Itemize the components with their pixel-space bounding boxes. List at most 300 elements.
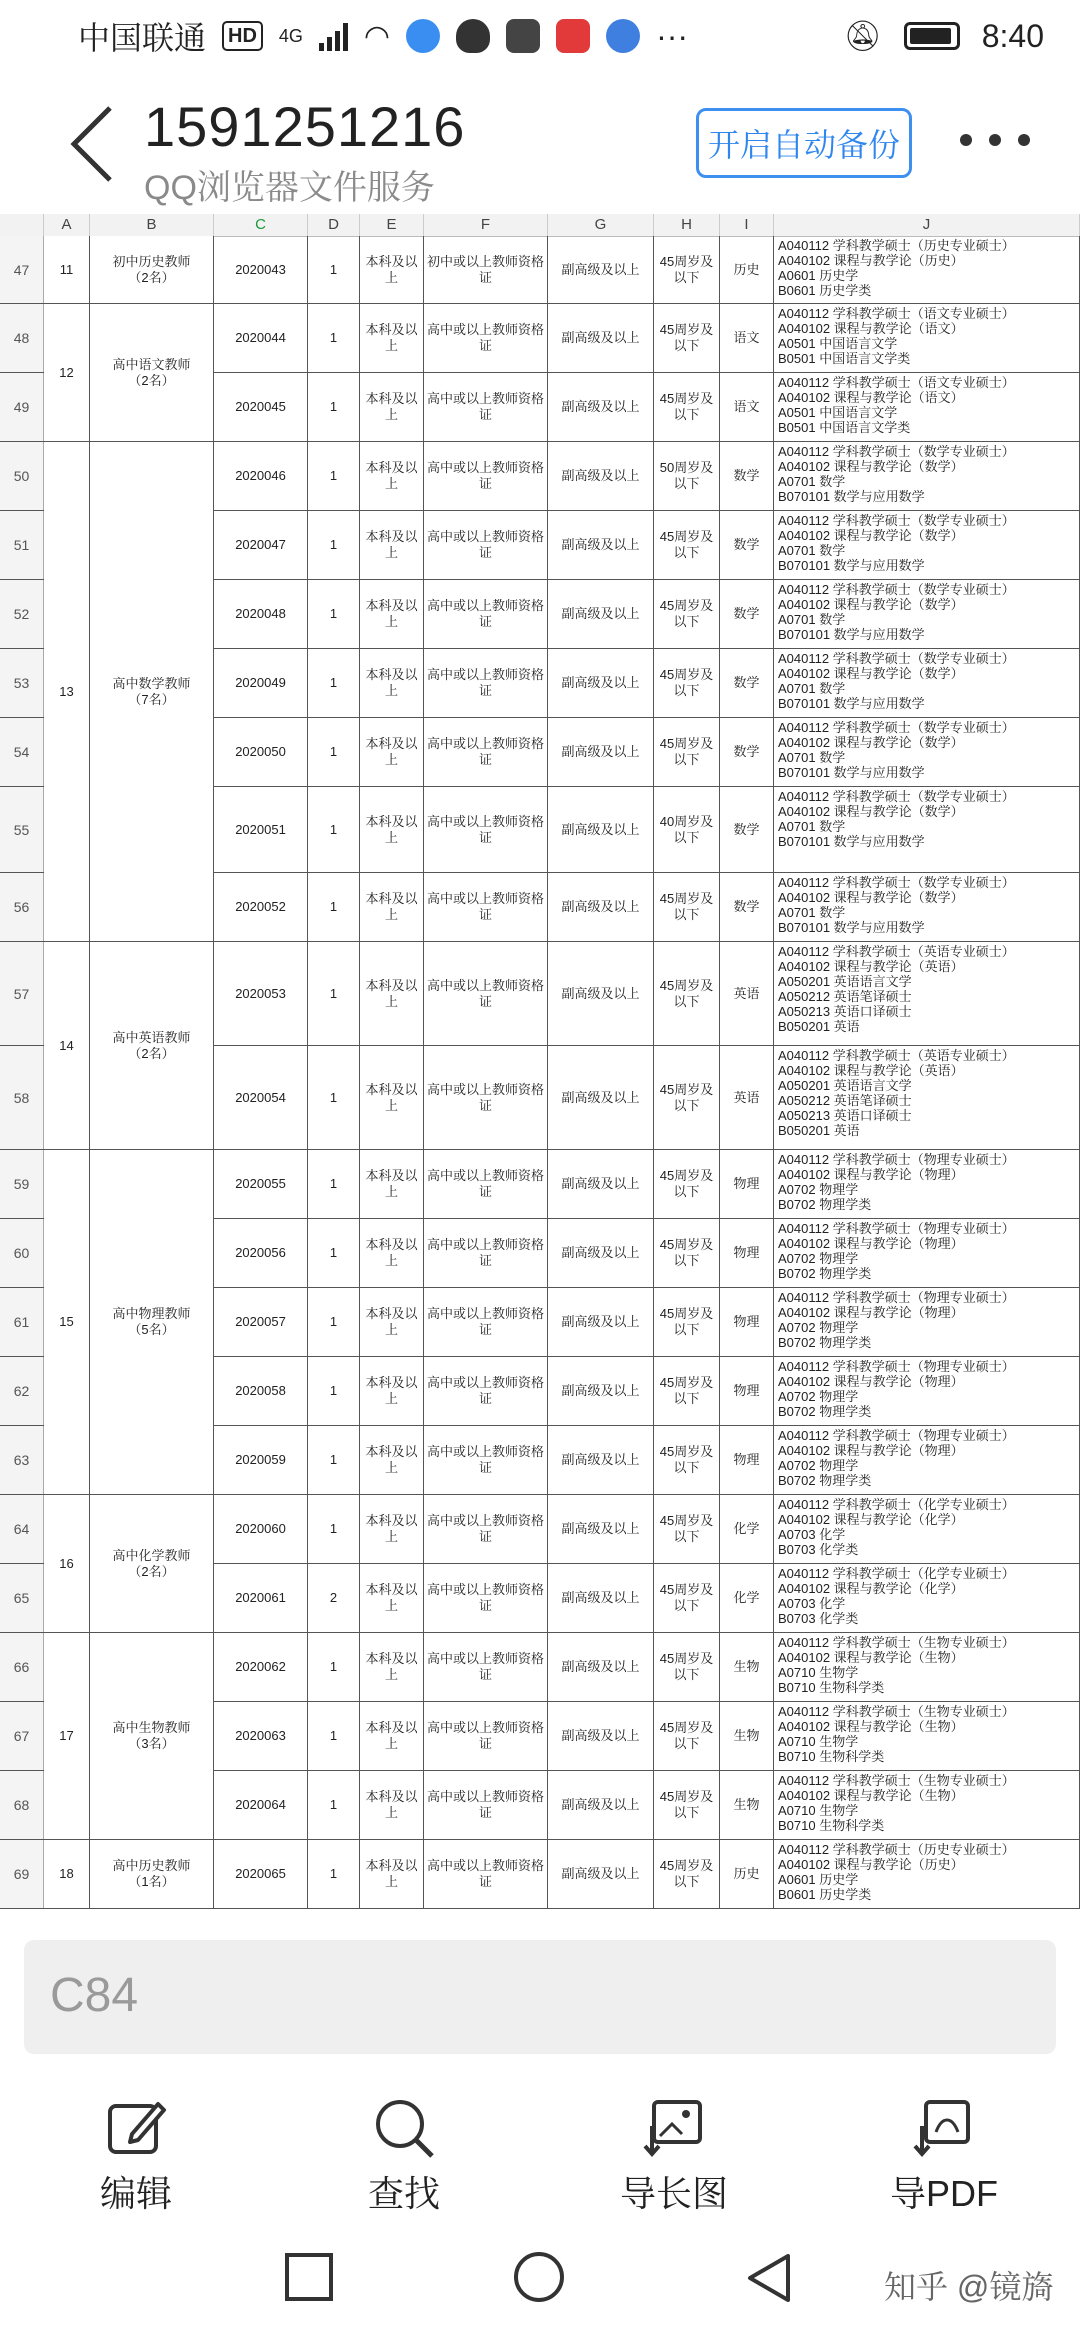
cell-h[interactable]: 45周岁及以下 (654, 1564, 720, 1632)
row-number[interactable]: 60 (0, 1219, 44, 1287)
cell-d[interactable]: 1 (308, 1150, 360, 1218)
cell-h[interactable]: 45周岁及以下 (654, 1702, 720, 1770)
major-code-line: A040102 课程与教学论（化学） (778, 1581, 964, 1596)
cell-g[interactable]: 副高级及以上 (548, 1840, 654, 1908)
cell-j[interactable] (774, 1702, 1080, 1770)
cell-j[interactable] (774, 1840, 1080, 1908)
cell-g[interactable]: 副高级及以上 (548, 236, 654, 303)
major-code-line: A040102 课程与教学论（生物） (778, 1719, 964, 1734)
major-code-line: A0601 历史学 (778, 268, 859, 283)
major-code-line: B0702 物理学类 (778, 1197, 872, 1212)
cell-d[interactable]: 1 (308, 1426, 360, 1494)
cell-i[interactable]: 物理 (720, 1288, 774, 1356)
row-number[interactable]: 52 (0, 580, 44, 648)
major-code-line: A040102 课程与教学论（历史） (778, 253, 964, 268)
group-number-cell[interactable]: 14 (44, 942, 90, 1150)
major-code-line: A040112 学科教学硕士（历史专业硕士） (778, 1842, 1015, 1857)
cell-i[interactable]: 化学 (720, 1495, 774, 1563)
cell-j[interactable] (774, 649, 1080, 717)
row-number[interactable]: 55 (0, 787, 44, 872)
cell-f[interactable]: 高中或以上教师资格证 (424, 1357, 548, 1425)
major-code-line: A040112 学科教学硕士（数学专业硕士） (778, 513, 1015, 528)
position-name-cell[interactable]: 高中化学教师（2名） (90, 1495, 214, 1633)
cell-h[interactable]: 45周岁及以下 (654, 236, 720, 303)
cell-e[interactable]: 本科及以上 (360, 787, 424, 872)
cell-g[interactable]: 副高级及以上 (548, 942, 654, 1045)
cell-h[interactable]: 45周岁及以下 (654, 873, 720, 941)
cell-c[interactable]: 2020057 (214, 1288, 308, 1356)
cell-c[interactable]: 2020050 (214, 718, 308, 786)
cell-f[interactable]: 高中或以上教师资格证 (424, 1150, 548, 1218)
auto-backup-button[interactable]: 开启自动备份 (696, 108, 912, 178)
cell-h[interactable]: 45周岁及以下 (654, 1426, 720, 1494)
cell-d[interactable]: 1 (308, 873, 360, 941)
cell-i[interactable]: 数学 (720, 511, 774, 579)
cell-i[interactable]: 物理 (720, 1426, 774, 1494)
cell-j[interactable] (774, 236, 1080, 303)
row-number[interactable]: 62 (0, 1357, 44, 1425)
cell-j[interactable] (774, 373, 1080, 441)
cell-c[interactable]: 2020064 (214, 1771, 308, 1839)
cell-h[interactable]: 45周岁及以下 (654, 373, 720, 441)
cell-j[interactable] (774, 1150, 1080, 1218)
major-code-line: A040102 课程与教学论（语文） (778, 321, 964, 336)
cell-d[interactable]: 1 (308, 649, 360, 717)
cell-e[interactable]: 本科及以上 (360, 1288, 424, 1356)
cell-d[interactable]: 1 (308, 373, 360, 441)
cell-reference-bar[interactable] (24, 1940, 1056, 2054)
column-header-e[interactable]: E (360, 214, 424, 236)
cell-g[interactable]: 副高级及以上 (548, 442, 654, 510)
cell-g[interactable]: 副高级及以上 (548, 1426, 654, 1494)
cell-f[interactable]: 高中或以上教师资格证 (424, 718, 548, 786)
position-name-cell[interactable]: 高中语文教师（2名） (90, 304, 214, 442)
cell-i[interactable]: 生物 (720, 1771, 774, 1839)
cell-e[interactable]: 本科及以上 (360, 1357, 424, 1425)
major-code-line: A0501 中国语言文学 (778, 336, 898, 351)
position-name-cell[interactable]: 初中历史教师（2名） (90, 236, 214, 304)
major-code-line: A0701 数学 (778, 474, 846, 489)
cell-i[interactable]: 物理 (720, 1219, 774, 1287)
major-code-line: A0701 数学 (778, 681, 846, 696)
cell-h[interactable]: 45周岁及以下 (654, 1357, 720, 1425)
cell-f[interactable]: 高中或以上教师资格证 (424, 649, 548, 717)
cell-h[interactable]: 45周岁及以下 (654, 304, 720, 372)
cell-c[interactable]: 2020061 (214, 1564, 308, 1632)
cell-h[interactable]: 45周岁及以下 (654, 942, 720, 1045)
cell-i[interactable]: 数学 (720, 787, 774, 872)
cell-j[interactable] (774, 1564, 1080, 1632)
cell-d[interactable]: 1 (308, 1771, 360, 1839)
cell-i[interactable]: 物理 (720, 1357, 774, 1425)
watermark-text: 知乎 @镜旖 (884, 2269, 1054, 2305)
cell-e[interactable]: 本科及以上 (360, 1564, 424, 1632)
cell-e[interactable]: 本科及以上 (360, 373, 424, 441)
cell-g[interactable]: 副高级及以上 (548, 873, 654, 941)
cell-j[interactable] (774, 1771, 1080, 1839)
cell-j[interactable] (774, 580, 1080, 648)
cell-f[interactable]: 高中或以上教师资格证 (424, 787, 548, 872)
cell-c[interactable]: 2020048 (214, 580, 308, 648)
recent-apps-icon[interactable] (284, 2252, 334, 2302)
cell-h[interactable]: 45周岁及以下 (654, 1633, 720, 1701)
search-icon (372, 2096, 436, 2160)
cell-g[interactable]: 副高级及以上 (548, 373, 654, 441)
cell-g[interactable]: 副高级及以上 (548, 1771, 654, 1839)
cell-d[interactable]: 1 (308, 442, 360, 510)
spreadsheet-view[interactable] (0, 214, 1080, 1914)
cell-g[interactable]: 副高级及以上 (548, 718, 654, 786)
cell-j[interactable] (774, 942, 1080, 1045)
cell-h[interactable]: 50周岁及以下 (654, 442, 720, 510)
cell-d[interactable]: 1 (308, 1357, 360, 1425)
more-notifications-icon: ··· (656, 17, 689, 54)
pdf-icon (912, 2096, 976, 2160)
cell-c[interactable]: 2020044 (214, 304, 308, 372)
position-name-cell[interactable]: 高中英语教师（2名） (90, 942, 214, 1150)
cell-g[interactable]: 副高级及以上 (548, 1357, 654, 1425)
cell-h[interactable]: 45周岁及以下 (654, 1771, 720, 1839)
cell-g[interactable]: 副高级及以上 (548, 787, 654, 872)
cell-g[interactable]: 副高级及以上 (548, 649, 654, 717)
cell-e[interactable]: 本科及以上 (360, 649, 424, 717)
cell-d[interactable]: 1 (308, 1046, 360, 1149)
cell-i[interactable]: 数学 (720, 873, 774, 941)
cell-c[interactable]: 2020053 (214, 942, 308, 1045)
cell-c[interactable]: 2020054 (214, 1046, 308, 1149)
column-header-b[interactable]: B (90, 214, 214, 236)
cell-h[interactable]: 45周岁及以下 (654, 1495, 720, 1563)
major-code-line: A040102 课程与教学论（历史） (778, 1857, 964, 1872)
cell-d[interactable]: 1 (308, 236, 360, 303)
major-code-line: B070101 数学与应用数学 (778, 920, 925, 935)
cell-j[interactable] (774, 1633, 1080, 1701)
page-title: 1591251216 (144, 95, 466, 158)
column-header-f[interactable]: F (424, 214, 548, 236)
cell-f[interactable]: 高中或以上教师资格证 (424, 304, 548, 372)
row-number[interactable]: 61 (0, 1288, 44, 1356)
cell-f[interactable]: 高中或以上教师资格证 (424, 1495, 548, 1563)
cell-d[interactable]: 1 (308, 942, 360, 1045)
major-code-line: A040102 课程与教学论（物理） (778, 1236, 964, 1251)
cell-e[interactable]: 本科及以上 (360, 580, 424, 648)
cell-f[interactable]: 高中或以上教师资格证 (424, 1633, 548, 1701)
row-number[interactable]: 49 (0, 373, 44, 441)
cell-c[interactable]: 2020060 (214, 1495, 308, 1563)
cell-e[interactable]: 本科及以上 (360, 442, 424, 510)
major-code-line: A040112 学科教学硕士（英语专业硕士） (778, 1048, 1015, 1063)
cell-j[interactable] (774, 873, 1080, 941)
cell-f[interactable]: 高中或以上教师资格证 (424, 873, 548, 941)
cell-i[interactable]: 语文 (720, 373, 774, 441)
cell-e[interactable]: 本科及以上 (360, 718, 424, 786)
cell-f[interactable]: 高中或以上教师资格证 (424, 1288, 548, 1356)
cell-f[interactable]: 高中或以上教师资格证 (424, 442, 548, 510)
column-header-g[interactable]: G (548, 214, 654, 236)
cell-f[interactable]: 高中或以上教师资格证 (424, 1702, 548, 1770)
major-code-line: A0601 历史学 (778, 1872, 859, 1887)
cell-j[interactable] (774, 787, 1080, 872)
cell-d[interactable]: 1 (308, 1288, 360, 1356)
cell-f[interactable]: 高中或以上教师资格证 (424, 1046, 548, 1149)
row-number[interactable]: 58 (0, 1046, 44, 1149)
cell-c[interactable]: 2020043 (214, 236, 308, 303)
cell-e[interactable]: 本科及以上 (360, 1840, 424, 1908)
major-code-line: B070101 数学与应用数学 (778, 834, 925, 849)
position-name-cell[interactable]: 高中数学教师（7名） (90, 442, 214, 942)
wifi-icon: ◠ (363, 19, 391, 53)
group-number-cell[interactable]: 11 (44, 236, 90, 304)
major-code-line: A040112 学科教学硕士（生物专业硕士） (778, 1704, 1015, 1719)
major-code-line: B070101 数学与应用数学 (778, 627, 925, 642)
cell-f[interactable]: 高中或以上教师资格证 (424, 1771, 548, 1839)
cell-e[interactable]: 本科及以上 (360, 1702, 424, 1770)
cell-f[interactable]: 高中或以上教师资格证 (424, 580, 548, 648)
major-code-line: A040112 学科教学硕士（生物专业硕士） (778, 1773, 1015, 1788)
cell-g[interactable]: 副高级及以上 (548, 1564, 654, 1632)
cell-h[interactable]: 45周岁及以下 (654, 1288, 720, 1356)
app-notification-icon (406, 19, 440, 53)
cell-i[interactable]: 历史 (720, 1840, 774, 1908)
cell-f[interactable]: 高中或以上教师资格证 (424, 1840, 548, 1908)
major-code-line: A050213 英语口译硕士 (778, 1004, 912, 1019)
cell-c[interactable]: 2020056 (214, 1219, 308, 1287)
cell-h[interactable]: 45周岁及以下 (654, 580, 720, 648)
row-number[interactable]: 50 (0, 442, 44, 510)
cell-d[interactable]: 1 (308, 1840, 360, 1908)
cell-d[interactable]: 1 (308, 304, 360, 372)
major-code-line: A040102 课程与教学论（物理） (778, 1443, 964, 1458)
cell-g[interactable]: 副高级及以上 (548, 580, 654, 648)
cell-j[interactable] (774, 1219, 1080, 1287)
cell-d[interactable]: 1 (308, 1219, 360, 1287)
home-icon[interactable] (512, 2252, 566, 2306)
cell-g[interactable]: 副高级及以上 (548, 511, 654, 579)
group-number-cell[interactable]: 13 (44, 442, 90, 942)
column-header-j[interactable]: J (774, 214, 1080, 236)
column-header-c[interactable]: C (214, 214, 308, 236)
major-code-line: A040102 课程与教学论（语文） (778, 390, 964, 405)
cell-d[interactable]: 1 (308, 787, 360, 872)
cell-g[interactable]: 副高级及以上 (548, 1219, 654, 1287)
cell-e[interactable]: 本科及以上 (360, 873, 424, 941)
row-number[interactable]: 68 (0, 1771, 44, 1839)
cell-g[interactable]: 副高级及以上 (548, 1633, 654, 1701)
cell-d[interactable]: 1 (308, 580, 360, 648)
cell-h[interactable]: 45周岁及以下 (654, 511, 720, 579)
row-number[interactable]: 54 (0, 718, 44, 786)
cell-d[interactable]: 1 (308, 1702, 360, 1770)
major-code-line: A0701 数学 (778, 750, 846, 765)
position-name-cell[interactable]: 高中历史教师（1名） (90, 1840, 214, 1909)
group-number-cell[interactable]: 17 (44, 1633, 90, 1840)
cell-reference: C84 (50, 1969, 139, 2022)
cell-i[interactable]: 英语 (720, 942, 774, 1045)
row-number[interactable]: 66 (0, 1633, 44, 1701)
major-code-line: B050201 英语 (778, 1123, 860, 1138)
group-number-cell[interactable]: 15 (44, 1150, 90, 1495)
cell-e[interactable]: 本科及以上 (360, 1046, 424, 1149)
cell-c[interactable]: 2020051 (214, 787, 308, 872)
major-code-line: A040112 学科教学硕士（物理专业硕士） (778, 1221, 1015, 1236)
cell-f[interactable]: 高中或以上教师资格证 (424, 373, 548, 441)
cell-d[interactable]: 2 (308, 1564, 360, 1632)
cell-i[interactable]: 数学 (720, 580, 774, 648)
row-number[interactable]: 56 (0, 873, 44, 941)
cell-h[interactable]: 45周岁及以下 (654, 718, 720, 786)
cell-d[interactable]: 1 (308, 718, 360, 786)
cell-d[interactable]: 1 (308, 1633, 360, 1701)
edit-icon (104, 2096, 168, 2160)
cell-i[interactable]: 数学 (720, 718, 774, 786)
cell-c[interactable]: 2020063 (214, 1702, 308, 1770)
cell-c[interactable]: 2020059 (214, 1426, 308, 1494)
major-code-line: A050212 英语笔译硕士 (778, 1093, 912, 1108)
back-nav-icon[interactable] (744, 2252, 794, 2306)
column-header-d[interactable]: D (308, 214, 360, 236)
cell-i[interactable]: 生物 (720, 1633, 774, 1701)
cell-c[interactable]: 2020058 (214, 1357, 308, 1425)
cell-f[interactable]: 高中或以上教师资格证 (424, 1564, 548, 1632)
major-code-line: A040102 课程与教学论（数学） (778, 666, 964, 681)
cell-c[interactable]: 2020055 (214, 1150, 308, 1218)
cell-c[interactable]: 2020046 (214, 442, 308, 510)
cell-c[interactable]: 2020047 (214, 511, 308, 579)
cell-h[interactable]: 45周岁及以下 (654, 1046, 720, 1149)
cell-i[interactable]: 语文 (720, 304, 774, 372)
cell-j[interactable] (774, 1426, 1080, 1494)
cell-g[interactable]: 副高级及以上 (548, 1046, 654, 1149)
major-code-line: A040112 学科教学硕士（物理专业硕士） (778, 1152, 1015, 1167)
cell-g[interactable]: 副高级及以上 (548, 304, 654, 372)
cell-c[interactable]: 2020049 (214, 649, 308, 717)
cell-f[interactable]: 初中或以上教师资格证 (424, 236, 548, 303)
export-long-image-button[interactable] (574, 2096, 774, 2217)
major-code-line: B0601 历史学类 (778, 283, 872, 298)
cell-j[interactable] (774, 304, 1080, 372)
cell-g[interactable]: 副高级及以上 (548, 1702, 654, 1770)
group-number-cell[interactable]: 16 (44, 1495, 90, 1633)
major-code-line: B0710 生物科学类 (778, 1749, 885, 1764)
cell-i[interactable]: 英语 (720, 1046, 774, 1149)
bottom-toolbar (0, 2070, 1080, 2220)
cell-j[interactable] (774, 511, 1080, 579)
major-code-line: A050213 英语口译硕士 (778, 1108, 912, 1123)
major-code-line: A040112 学科教学硕士（英语专业硕士） (778, 944, 1015, 959)
cell-e[interactable]: 本科及以上 (360, 1426, 424, 1494)
column-header-h[interactable]: H (654, 214, 720, 236)
cell-g[interactable]: 副高级及以上 (548, 1150, 654, 1218)
book-app-icon (556, 19, 590, 53)
cell-d[interactable]: 1 (308, 511, 360, 579)
more-menu-icon[interactable] (960, 134, 1030, 154)
cell-h[interactable]: 45周岁及以下 (654, 1150, 720, 1218)
hd-badge: HD (222, 21, 263, 51)
group-number-cell[interactable]: 12 (44, 304, 90, 442)
cell-c[interactable]: 2020062 (214, 1633, 308, 1701)
major-code-line: A0702 物理学 (778, 1182, 859, 1197)
column-header-i[interactable]: I (720, 214, 774, 236)
cell-j[interactable] (774, 1046, 1080, 1149)
cell-f[interactable]: 高中或以上教师资格证 (424, 942, 548, 1045)
cell-f[interactable]: 高中或以上教师资格证 (424, 1426, 548, 1494)
cell-h[interactable]: 45周岁及以下 (654, 649, 720, 717)
cell-e[interactable]: 本科及以上 (360, 1633, 424, 1701)
row-number[interactable]: 51 (0, 511, 44, 579)
cell-i[interactable]: 数学 (720, 649, 774, 717)
cell-g[interactable]: 副高级及以上 (548, 1495, 654, 1563)
export-pdf-button[interactable] (844, 2096, 1044, 2217)
cell-g[interactable]: 副高级及以上 (548, 1288, 654, 1356)
cell-j[interactable] (774, 442, 1080, 510)
major-code-line: B0710 生物科学类 (778, 1818, 885, 1833)
cell-h[interactable]: 40周岁及以下 (654, 787, 720, 872)
edit-button[interactable] (36, 2096, 236, 2217)
cell-j[interactable] (774, 718, 1080, 786)
column-header-a[interactable]: A (44, 214, 90, 236)
search-button[interactable] (304, 2096, 504, 2217)
cell-h[interactable]: 45周岁及以下 (654, 1840, 720, 1908)
cell-e[interactable]: 本科及以上 (360, 1219, 424, 1287)
major-code-line: A040102 课程与教学论（数学） (778, 597, 964, 612)
group-number-cell[interactable]: 18 (44, 1840, 90, 1909)
cell-c[interactable]: 2020052 (214, 873, 308, 941)
clock: 8:40 (981, 17, 1044, 54)
major-code-line: A0710 生物学 (778, 1803, 859, 1818)
cell-i[interactable]: 化学 (720, 1564, 774, 1632)
major-code-line: A0703 化学 (778, 1527, 846, 1542)
major-code-line: B0702 物理学类 (778, 1404, 872, 1419)
cell-e[interactable]: 本科及以上 (360, 1495, 424, 1563)
row-number[interactable]: 65 (0, 1564, 44, 1632)
row-number[interactable]: 67 (0, 1702, 44, 1770)
row-number[interactable]: 57 (0, 942, 44, 1045)
position-name-cell[interactable]: 高中生物教师（3名） (90, 1633, 214, 1840)
cell-f[interactable]: 高中或以上教师资格证 (424, 1219, 548, 1287)
major-code-line: A040102 课程与教学论（数学） (778, 890, 964, 905)
cell-e[interactable]: 本科及以上 (360, 511, 424, 579)
cell-i[interactable]: 数学 (720, 442, 774, 510)
cell-c[interactable]: 2020065 (214, 1840, 308, 1908)
row-number[interactable]: 64 (0, 1495, 44, 1563)
cell-e[interactable]: 本科及以上 (360, 1150, 424, 1218)
cell-e[interactable]: 本科及以上 (360, 236, 424, 303)
row-number[interactable]: 48 (0, 304, 44, 372)
major-code-line: A040112 学科教学硕士（数学专业硕士） (778, 651, 1015, 666)
cell-j[interactable] (774, 1357, 1080, 1425)
cell-c[interactable]: 2020045 (214, 373, 308, 441)
select-all-corner[interactable] (0, 214, 44, 236)
cell-d[interactable]: 1 (308, 1495, 360, 1563)
cell-i[interactable]: 物理 (720, 1150, 774, 1218)
row-number[interactable]: 47 (0, 236, 44, 303)
position-name-cell[interactable]: 高中物理教师（5名） (90, 1150, 214, 1495)
cell-j[interactable] (774, 1288, 1080, 1356)
cell-f[interactable]: 高中或以上教师资格证 (424, 511, 548, 579)
cell-i[interactable]: 历史 (720, 236, 774, 303)
cell-i[interactable]: 生物 (720, 1702, 774, 1770)
cell-e[interactable]: 本科及以上 (360, 942, 424, 1045)
row-number[interactable]: 53 (0, 649, 44, 717)
row-number[interactable]: 59 (0, 1150, 44, 1218)
row-number[interactable]: 63 (0, 1426, 44, 1494)
back-arrow-icon[interactable] (66, 104, 116, 184)
cell-e[interactable]: 本科及以上 (360, 1771, 424, 1839)
cell-h[interactable]: 45周岁及以下 (654, 1219, 720, 1287)
cell-e[interactable]: 本科及以上 (360, 304, 424, 372)
row-number[interactable]: 69 (0, 1840, 44, 1908)
cell-j[interactable] (774, 1495, 1080, 1563)
